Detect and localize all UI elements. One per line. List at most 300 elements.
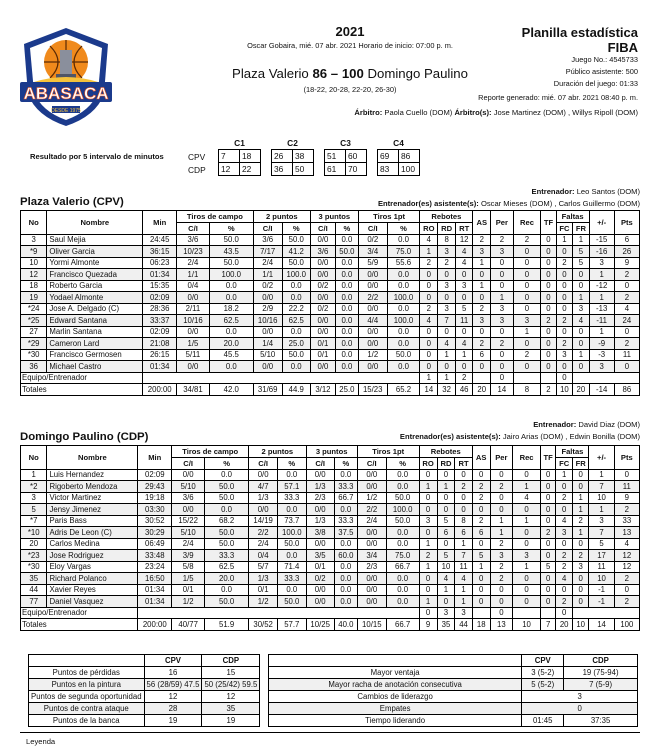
stat-cell: 1/2 xyxy=(172,596,205,608)
stat-cell: 0/0 xyxy=(357,538,386,550)
subcol-percent: % xyxy=(334,458,357,470)
stat-cell: 0.0 xyxy=(335,338,358,350)
stat-cell: 0.0 xyxy=(335,361,358,373)
stat-cell: 3/4 xyxy=(358,246,387,258)
stat-cell: 0 xyxy=(573,326,589,338)
summary-header-row xyxy=(269,655,638,667)
total-cell: 35 xyxy=(437,619,455,631)
stat-cell: 10/16 xyxy=(177,315,210,327)
summary-label: Puntos de la banca xyxy=(29,715,145,727)
stat-cell: 50.0 xyxy=(209,234,253,246)
player-name: Yormi Almonte xyxy=(47,257,143,269)
stat-cell: 1 xyxy=(589,504,614,516)
stat-cell: 0.0 xyxy=(335,349,358,361)
player-name: Carlos Medina xyxy=(47,538,138,550)
game-number: Juego No.: 4545733 xyxy=(571,55,638,64)
player-name: Oliver Garcia xyxy=(47,246,143,258)
player-row xyxy=(21,481,640,493)
stat-cell: 0.0 xyxy=(387,361,420,373)
total-cell: 44.9 xyxy=(282,384,310,396)
player-number: *7 xyxy=(21,515,47,527)
stat-cell: 66.7 xyxy=(334,492,357,504)
stat-cell: 18.2 xyxy=(209,303,253,315)
score-line xyxy=(200,66,500,81)
stat-cell: 11 xyxy=(614,481,639,493)
empty-cell xyxy=(138,607,419,619)
stat-cell: 0 xyxy=(491,361,514,373)
stat-cell: 2/4 xyxy=(357,515,386,527)
stat-cell: 0 xyxy=(472,573,490,585)
coach-cdp xyxy=(533,420,640,429)
stat-cell: 0/0 xyxy=(310,234,335,246)
stat-cell: 2 xyxy=(491,234,514,246)
stat-cell: 0/0 xyxy=(249,504,278,516)
stat-cell: 4 xyxy=(573,315,589,327)
stat-cell: 30:52 xyxy=(138,515,172,527)
stat-cell: 2 xyxy=(473,303,491,315)
stat-cell: 0/0 xyxy=(253,326,282,338)
stat-cell: 2 xyxy=(572,515,589,527)
col-turnovers: Per xyxy=(491,211,514,235)
stat-cell: 5 xyxy=(437,550,455,562)
stat-cell: 0.0 xyxy=(278,469,306,481)
totals-row xyxy=(21,619,640,631)
quarter-interval-grid xyxy=(324,149,367,176)
interval-quarter-box xyxy=(377,138,420,176)
col-rebounds: Rebotes xyxy=(420,211,473,223)
stat-cell: 0 xyxy=(541,280,556,292)
stat-cell: 12 xyxy=(455,234,473,246)
stat-cell: 0 xyxy=(437,469,455,481)
stat-cell: 0 xyxy=(556,269,572,281)
stat-cell: 0/0 xyxy=(306,538,334,550)
col-3pt: 3 puntos xyxy=(306,446,357,458)
stat-cell: 2 xyxy=(491,338,514,350)
stat-cell: 0/1 xyxy=(306,561,334,573)
coach-cpv xyxy=(532,187,640,196)
stat-cell: 1 xyxy=(589,292,614,304)
player-name: Francisco Germosen xyxy=(47,349,143,361)
stat-cell: 0.0 xyxy=(386,469,419,481)
stat-cell: 60.0 xyxy=(334,550,357,562)
team-fc: 0 xyxy=(556,372,572,384)
stat-cell: 0.0 xyxy=(334,538,357,550)
summary-label: Puntos en la pintura xyxy=(29,679,145,691)
summary-value: 12 xyxy=(202,691,260,703)
stat-cell: 1 xyxy=(473,280,491,292)
interval-score: 38 xyxy=(293,150,314,163)
interval-row-cdp xyxy=(272,163,314,176)
quarter-label: C2 xyxy=(287,138,298,148)
stat-cell: 7 xyxy=(438,315,456,327)
player-number: *25 xyxy=(21,315,47,327)
total-cell: 34/81 xyxy=(177,384,210,396)
stat-cell: 30:29 xyxy=(138,527,172,539)
stat-cell: 0.0 xyxy=(335,315,358,327)
stat-cell: 0 xyxy=(513,527,541,539)
stat-cell: 0 xyxy=(513,303,541,315)
stat-cell: 7 xyxy=(589,481,614,493)
stat-cell: 2 xyxy=(490,561,513,573)
stat-cell: 2 xyxy=(472,481,490,493)
stat-cell: 0 xyxy=(491,326,514,338)
interval-score: 7 xyxy=(219,150,240,163)
stat-cell: 0.0 xyxy=(335,280,358,292)
summary-label: Mayor racha de anotación consecutiva xyxy=(269,679,522,691)
stat-cell: 3 xyxy=(556,349,572,361)
stat-cell: 100.0 xyxy=(209,269,253,281)
summary-row xyxy=(269,667,638,679)
stat-cell: 4 xyxy=(455,573,473,585)
stat-cell: 0 xyxy=(572,481,589,493)
stat-cell: 75.0 xyxy=(386,550,419,562)
stat-cell: 5 xyxy=(540,561,555,573)
report-generated: Reporte generado: mié. 07 abr. 2021 08:40 p. m. xyxy=(478,93,638,102)
quarter-interval-grid xyxy=(271,149,314,176)
stat-cell: 0/0 xyxy=(357,527,386,539)
team-rt: 3 xyxy=(455,607,473,619)
col-field-goals: Tiros de campo xyxy=(172,446,249,458)
col-no: No xyxy=(21,211,47,235)
stat-cell: 2 xyxy=(614,338,639,350)
summary-value: 35 xyxy=(202,703,260,715)
interval-quarter-box xyxy=(271,138,314,176)
stat-cell: 20.0 xyxy=(209,338,253,350)
subcol-fouls-committed: FC xyxy=(556,223,572,235)
stat-cell: 1 xyxy=(420,246,438,258)
stat-cell: 02:09 xyxy=(143,326,177,338)
stat-cell: 0 xyxy=(572,584,589,596)
away-team-name: Domingo Paulino xyxy=(367,66,468,81)
coach-label: Entrenador: xyxy=(531,187,575,196)
stat-cell: 33.3 xyxy=(334,515,357,527)
stat-cell: 0 xyxy=(490,596,513,608)
player-name: Paris Bass xyxy=(47,515,138,527)
stat-cell: 7 xyxy=(589,527,614,539)
logo-subtext: DESDE 1975 xyxy=(51,108,81,114)
player-number: *2 xyxy=(21,481,47,493)
stat-cell: 2 xyxy=(614,596,639,608)
table-header xyxy=(21,211,640,235)
stat-cell: 1/1 xyxy=(253,269,282,281)
empty-cell xyxy=(472,607,490,619)
stat-cell: 26 xyxy=(614,246,639,258)
subcol-fouls-committed: FC xyxy=(556,458,573,470)
stat-cell: 0.0 xyxy=(387,269,420,281)
stat-cell: 0 xyxy=(540,492,555,504)
stat-cell: 2 xyxy=(420,257,438,269)
stat-cell: 100.0 xyxy=(282,269,310,281)
subcol-percent: % xyxy=(278,458,306,470)
player-name: Jose Rodriguez xyxy=(47,550,138,562)
stat-cell: 0.0 xyxy=(335,269,358,281)
stat-cell: 0.0 xyxy=(282,361,310,373)
quarter-scores: (18-22, 20-28, 22-20, 26-30) xyxy=(303,85,397,94)
player-number: *9 xyxy=(21,246,47,258)
stat-cell: 1 xyxy=(491,292,514,304)
interval-score: 69 xyxy=(378,150,399,163)
stat-cell: 4 xyxy=(438,338,456,350)
stat-cell: 0/0 xyxy=(310,257,335,269)
summary-header: CDP xyxy=(564,655,638,667)
stat-cell: 15/22 xyxy=(172,515,205,527)
stat-cell: 4 xyxy=(556,515,573,527)
stat-cell: 2 xyxy=(438,257,456,269)
col-fouls: Faltas xyxy=(556,446,589,458)
stat-cell: 57.1 xyxy=(278,481,306,493)
stat-cell: 0 xyxy=(556,538,573,550)
header-row-groups xyxy=(21,211,640,223)
empty-cell xyxy=(540,607,555,619)
stat-cell: 3 xyxy=(473,246,491,258)
stat-cell: 02:09 xyxy=(138,469,172,481)
total-cell: 86 xyxy=(614,384,639,396)
stat-cell: 50.0 xyxy=(278,596,306,608)
stat-cell: 6 xyxy=(455,527,473,539)
subcol-made-attempted: C/I xyxy=(249,458,278,470)
total-cell: 20 xyxy=(573,384,589,396)
stat-cell: 2/4 xyxy=(253,257,282,269)
stat-cell: 0 xyxy=(513,538,541,550)
stat-cell: 0 xyxy=(455,269,473,281)
stat-cell: 2 xyxy=(473,338,491,350)
stat-cell: 0 xyxy=(490,492,513,504)
stat-cell: 0 xyxy=(420,361,438,373)
stat-cell: 5/10 xyxy=(172,527,205,539)
stat-cell: 0 xyxy=(473,269,491,281)
stat-cell: 0.0 xyxy=(386,596,419,608)
player-row xyxy=(21,596,640,608)
stat-cell: 2/4 xyxy=(177,257,210,269)
total-cell: 10 xyxy=(556,384,572,396)
stat-cell: 0.0 xyxy=(278,584,306,596)
stat-cell: 10/16 xyxy=(253,315,282,327)
summary-row xyxy=(29,691,260,703)
stat-cell: 06:49 xyxy=(138,538,172,550)
stat-cell: 0.0 xyxy=(335,257,358,269)
stat-cell: 0.0 xyxy=(386,527,419,539)
empty-cell xyxy=(541,372,556,384)
col-name: Nombre xyxy=(47,446,138,470)
stat-cell: 1 xyxy=(572,492,589,504)
player-number: 12 xyxy=(21,269,47,281)
stat-cell: 0/0 xyxy=(357,596,386,608)
player-row xyxy=(21,538,640,550)
stat-cell: 50.0 xyxy=(282,257,310,269)
legend-divider xyxy=(20,732,640,733)
stat-cell: 0 xyxy=(513,280,541,292)
stat-cell: 3 xyxy=(491,315,514,327)
stat-cell: 3/9 xyxy=(172,550,205,562)
venue-line: Oscar Gobaira, mié. 07 abr. 2021 Horario de inicio: 07:00 p. m. xyxy=(247,41,453,50)
summary-header-row xyxy=(29,655,260,667)
total-cell: 30/52 xyxy=(249,619,278,631)
stat-cell: 11 xyxy=(455,315,473,327)
stat-cell: 1/5 xyxy=(177,338,210,350)
referee-name: Paola Cuello (DOM) xyxy=(384,108,453,117)
stat-cell: 0 xyxy=(541,303,556,315)
stat-cell: 3 xyxy=(589,515,614,527)
stat-cell: 0 xyxy=(540,538,555,550)
stat-cell: 3 xyxy=(419,515,437,527)
stat-cell: 2 xyxy=(556,338,572,350)
stat-cell: 0 xyxy=(455,326,473,338)
stat-cell: 1 xyxy=(419,561,437,573)
stat-cell: 9 xyxy=(614,257,639,269)
totals-label: Totales xyxy=(21,384,143,396)
summary-row xyxy=(269,679,638,691)
stat-cell: 4 xyxy=(455,338,473,350)
stat-cell: 1 xyxy=(572,504,589,516)
player-number: 19 xyxy=(21,292,47,304)
empty-cell xyxy=(143,372,420,384)
stat-cell: 0 xyxy=(513,504,541,516)
stat-cell: 50.0 xyxy=(205,538,249,550)
logo-text: ABASACA xyxy=(23,84,109,103)
attendance: Público asistente: 500 xyxy=(565,67,638,76)
summary-value: 56 (28/59) 47.5 xyxy=(144,679,202,691)
player-number: 3 xyxy=(21,234,47,246)
stat-cell: 6 xyxy=(614,234,639,246)
team-fc: 0 xyxy=(556,607,573,619)
stat-cell: 5/8 xyxy=(172,561,205,573)
subcol-made-attempted: C/I xyxy=(358,223,387,235)
summary-value: 37:35 xyxy=(564,715,638,727)
summary-label: Puntos de contra ataque xyxy=(29,703,145,715)
stat-cell: 2 xyxy=(556,257,572,269)
stat-cell: -1 xyxy=(589,584,614,596)
coach-name: David Diaz (DOM) xyxy=(578,420,640,429)
stat-cell: 25.0 xyxy=(282,338,310,350)
team-ro: 1 xyxy=(420,372,438,384)
player-number: *29 xyxy=(21,338,47,350)
stat-cell: 0 xyxy=(490,504,513,516)
total-cell: 14 xyxy=(491,384,514,396)
player-row xyxy=(21,504,640,516)
summary-value: 5 (5-2) xyxy=(522,679,564,691)
total-cell: 32 xyxy=(438,384,456,396)
interval-score: 70 xyxy=(346,163,367,176)
player-number: *23 xyxy=(21,550,47,562)
stat-cell: 29:43 xyxy=(138,481,172,493)
stat-cell: 0.0 xyxy=(278,550,306,562)
player-name: Luis Hernandez xyxy=(47,469,138,481)
player-number: *30 xyxy=(21,349,47,361)
stat-cell: 0 xyxy=(614,326,639,338)
col-assists: AS xyxy=(472,446,490,470)
stat-cell: 0 xyxy=(614,361,639,373)
quarter-interval-grid xyxy=(377,149,420,176)
stat-cell: 1 xyxy=(455,538,473,550)
stat-cell: 0.0 xyxy=(387,234,420,246)
stat-cell: 0 xyxy=(614,584,639,596)
stat-cell: 0 xyxy=(491,280,514,292)
stat-cell: 4 xyxy=(614,538,639,550)
stat-cell: -1 xyxy=(589,596,614,608)
player-number: 77 xyxy=(21,596,47,608)
stat-cell: 73.7 xyxy=(278,515,306,527)
stat-cell: 62.5 xyxy=(209,315,253,327)
totals-row xyxy=(21,384,640,396)
stat-cell: 4/4 xyxy=(358,315,387,327)
empty-cell xyxy=(573,372,640,384)
stat-cell: 0 xyxy=(513,246,541,258)
stat-cell: 15:35 xyxy=(143,280,177,292)
total-cell: 200:00 xyxy=(143,384,177,396)
stat-cell: 2 xyxy=(556,596,573,608)
stat-cell: 0 xyxy=(572,538,589,550)
stat-cell: 1 xyxy=(490,515,513,527)
stat-cell: 0.0 xyxy=(282,292,310,304)
stat-cell: 3 xyxy=(473,315,491,327)
subcol-fouls-received: FR xyxy=(572,458,589,470)
empty-cell xyxy=(572,607,639,619)
team-name-cpv: Plaza Valerio (CPV) xyxy=(20,196,124,208)
stat-cell: 1/4 xyxy=(253,338,282,350)
quarter-interval-grid xyxy=(218,149,261,176)
stat-cell: 36:15 xyxy=(143,246,177,258)
stat-cell: 0 xyxy=(541,349,556,361)
player-number: 20 xyxy=(21,538,47,550)
total-cell: 20 xyxy=(556,619,573,631)
subcol-total-rebounds: RT xyxy=(455,458,473,470)
stat-cell: 0 xyxy=(573,338,589,350)
subcol-made-attempted: C/I xyxy=(357,458,386,470)
stat-cell: 45.5 xyxy=(209,349,253,361)
stat-cell: 2 xyxy=(490,481,513,493)
player-name: Eloy Vargas xyxy=(47,561,138,573)
stat-cell: 1 xyxy=(455,584,473,596)
subcol-made-attempted: C/I xyxy=(172,458,205,470)
summary-label: Mayor ventaja xyxy=(269,667,522,679)
stat-cell: 0 xyxy=(614,280,639,292)
stat-cell: 0.0 xyxy=(334,469,357,481)
stat-cell: 5/7 xyxy=(249,561,278,573)
assistant-referees: Jose Martinez (DOM) , Willys Ripoll (DOM) xyxy=(493,108,638,117)
player-name: Adris De Leon (C) xyxy=(47,527,138,539)
stat-cell: -13 xyxy=(589,303,614,315)
stat-cell: 10 xyxy=(437,561,455,573)
total-cell: -14 xyxy=(589,384,614,396)
stat-cell: 0 xyxy=(556,326,572,338)
stat-cell: 62.5 xyxy=(205,561,249,573)
stat-cell: 0 xyxy=(541,234,556,246)
report-subtitle: FIBA xyxy=(607,40,638,55)
stat-cell: 0/0 xyxy=(306,584,334,596)
stat-cell: 1 xyxy=(513,326,541,338)
stat-cell: 0.0 xyxy=(334,584,357,596)
stat-cell: 5 xyxy=(589,538,614,550)
stat-cell: 23:24 xyxy=(138,561,172,573)
stat-cell: 3 xyxy=(438,303,456,315)
stat-cell: 2 xyxy=(419,550,437,562)
summary-label: Cambios de liderazgo xyxy=(269,691,522,703)
stat-cell: 50.0 xyxy=(205,481,249,493)
stat-cell: 5 xyxy=(573,246,589,258)
subcol-made-attempted: C/I xyxy=(253,223,282,235)
stat-cell: 5 xyxy=(472,550,490,562)
col-2pt: 2 puntos xyxy=(253,211,310,223)
summary-row xyxy=(269,703,638,715)
stat-cell: 6 xyxy=(473,349,491,361)
stat-cell: 0/2 xyxy=(306,573,334,585)
col-steals: Rec xyxy=(513,211,541,235)
stat-cell: 0 xyxy=(438,361,456,373)
stat-cell: 55.6 xyxy=(387,257,420,269)
stat-cell: 3 xyxy=(438,280,456,292)
stat-cell: 2/2 xyxy=(357,504,386,516)
stat-cell: 3/6 xyxy=(310,246,335,258)
